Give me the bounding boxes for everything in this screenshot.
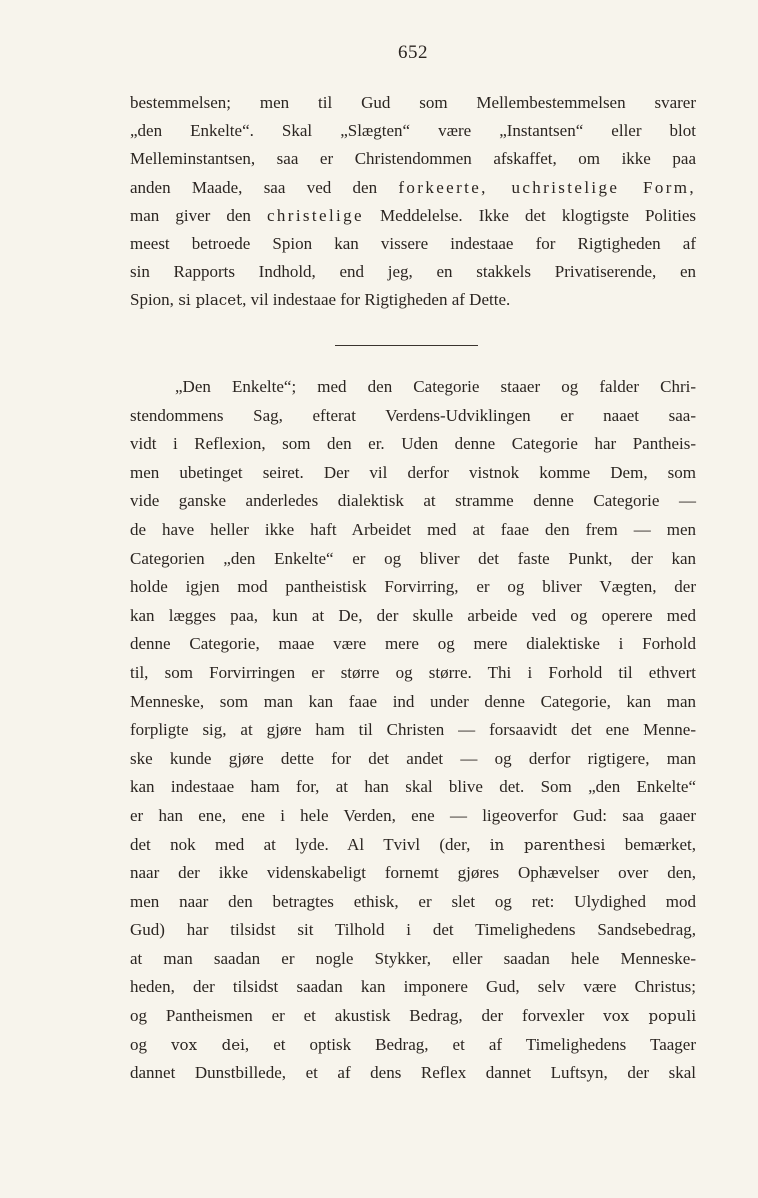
text-line bbox=[130, 773, 696, 802]
roman-text-run: si placet bbox=[178, 291, 243, 310]
text-line bbox=[130, 174, 696, 202]
text-line bbox=[130, 716, 696, 745]
text-line bbox=[130, 402, 696, 431]
text-line bbox=[130, 1002, 696, 1031]
roman-text-run: vox populi bbox=[603, 1007, 696, 1026]
text-line bbox=[130, 630, 696, 659]
text-line bbox=[130, 659, 696, 688]
text-run: sin Rapports Indhold, end jeg, en stakkels Privatiserende, en bbox=[130, 262, 696, 282]
text-line bbox=[130, 487, 696, 516]
text-line bbox=[130, 602, 696, 631]
text-run: men naar den betragtes ethisk, er slet og ret: Ulydighed mod bbox=[130, 891, 696, 911]
text-line bbox=[130, 117, 696, 145]
text-run: Menneske, som man kan faae ind under denne Categorie, kan man bbox=[130, 691, 696, 711]
text-run: dannet Dunstbillede, et af dens Reflex dannet Luftsyn, der skal bbox=[130, 1063, 696, 1083]
text-run: holde igjen mod pantheistisk Forvirring, er og bliver Vægten, der bbox=[130, 577, 696, 597]
text-run: bestemmelsen; men til Gud som Mellembestemmelsen svarer bbox=[130, 93, 696, 112]
paragraph bbox=[130, 89, 696, 315]
text-run: bemærket, bbox=[605, 834, 696, 854]
text-line bbox=[130, 89, 696, 117]
page-number: 652 bbox=[398, 42, 428, 63]
text-run: kan indestaae ham for, at han skal blive det. Som „den Enkelte“ bbox=[130, 777, 696, 797]
text-run: Melleminstantsen, saa er Christendommen afskaffet, om ikke paa bbox=[130, 149, 696, 169]
text-run: Categorien „den Enkelte“ er og bliver det faste Punkt, der kan bbox=[130, 548, 696, 568]
text-run: til, som Forvirringen er større og større. Thi i Forhold til ethvert bbox=[130, 662, 696, 682]
text-run: og bbox=[130, 1034, 172, 1054]
text-run: denne Categorie, maae være mere og mere dialektiske i Forhold bbox=[130, 634, 696, 654]
text-line bbox=[130, 516, 696, 545]
spaced-text-run: forkeerte, uchristelige Form, bbox=[398, 177, 696, 197]
text-run: heden, der tilsidst saadan kan imponere Gud, selv være Christus; bbox=[130, 977, 696, 997]
text-run: Meddelelse. Ikke det klogtigste Polities bbox=[363, 205, 696, 225]
text-run: , et optisk Bedrag, et af Timelighedens Taager bbox=[244, 1034, 696, 1054]
text-run: forpligte sig, at gjøre ham til Christen — forsaavidt det ene Menne- bbox=[130, 720, 696, 740]
text-run: de have heller ikke haft Arbeidet med at faae den frem — men bbox=[130, 519, 696, 539]
text-line bbox=[130, 888, 696, 917]
text-line bbox=[130, 145, 696, 173]
text-run: det nok med at lyde. Al Tvivl (der, bbox=[130, 834, 490, 854]
paragraph bbox=[130, 373, 696, 1088]
text-run: , vil indestaae for Rigtigheden af Dette. bbox=[242, 290, 511, 310]
roman-text-run: in parenthesi bbox=[489, 835, 606, 854]
text-line bbox=[130, 258, 696, 286]
text-line bbox=[130, 859, 696, 888]
text-line bbox=[130, 973, 696, 1002]
text-run: „den Enkelte“. Skal „Slægten“ være „Instantsen“ eller blot bbox=[130, 121, 696, 141]
text-line bbox=[130, 1059, 696, 1088]
text-line bbox=[130, 373, 696, 402]
text-line bbox=[130, 459, 696, 488]
section-separator-rule bbox=[335, 345, 478, 346]
text-run: er han ene, ene i hele Verden, ene — ligeoverfor Gud: saa gaaer bbox=[130, 805, 696, 825]
text-line bbox=[130, 202, 696, 230]
text-line bbox=[130, 802, 696, 831]
text-run: at man saadan er nogle Stykker, eller saadan hele Menneske- bbox=[130, 948, 696, 968]
text-run: meest betroede Spion kan vissere indestaae for Rigtigheden af bbox=[130, 234, 696, 254]
text-line bbox=[130, 916, 696, 945]
text-run: vide ganske anderledes dialektisk at stramme denne Categorie — bbox=[130, 491, 696, 511]
text-line bbox=[130, 286, 696, 314]
text-run: Spion, bbox=[130, 290, 179, 310]
text-line bbox=[130, 688, 696, 717]
text-line bbox=[130, 545, 696, 574]
text-line bbox=[130, 573, 696, 602]
text-run: vidt i Reflexion, som den er. Uden denne Categorie har Pantheis- bbox=[130, 434, 696, 454]
text-run: man giver den bbox=[130, 205, 267, 225]
text-run: „Den Enkelte“; med den Categorie staaer og falder Chri- bbox=[175, 377, 696, 396]
text-run: stendommens Sag, efterat Verdens-Udviklingen er naaet saa- bbox=[130, 405, 696, 425]
text-run: men ubetinget seiret. Der vil derfor vistnok komme Dem, som bbox=[130, 462, 696, 482]
text-line bbox=[130, 430, 696, 459]
text-line bbox=[130, 945, 696, 974]
text-line bbox=[130, 831, 696, 860]
text-run: Gud) har tilsidst sit Tilhold i det Timelighedens Sandsebedrag, bbox=[130, 920, 696, 940]
text-line bbox=[130, 1031, 696, 1060]
text-run: naar der ikke videnskabeligt fornemt gjøres Ophævelser over den, bbox=[130, 863, 696, 883]
spaced-text-run: christelige bbox=[266, 205, 364, 225]
roman-text-run: vox dei bbox=[171, 1035, 245, 1054]
text-run: og Pantheismen er et akustisk Bedrag, der forvexler bbox=[130, 1006, 604, 1026]
text-run: anden Maade, saa ved den bbox=[130, 177, 399, 197]
text-line bbox=[130, 230, 696, 258]
text-line bbox=[130, 745, 696, 774]
text-run: ske kunde gjøre dette for det andet — og derfor rigtigere, man bbox=[130, 748, 696, 768]
text-run: kan lægges paa, kun at De, der skulle arbeide ved og operere med bbox=[130, 605, 696, 625]
